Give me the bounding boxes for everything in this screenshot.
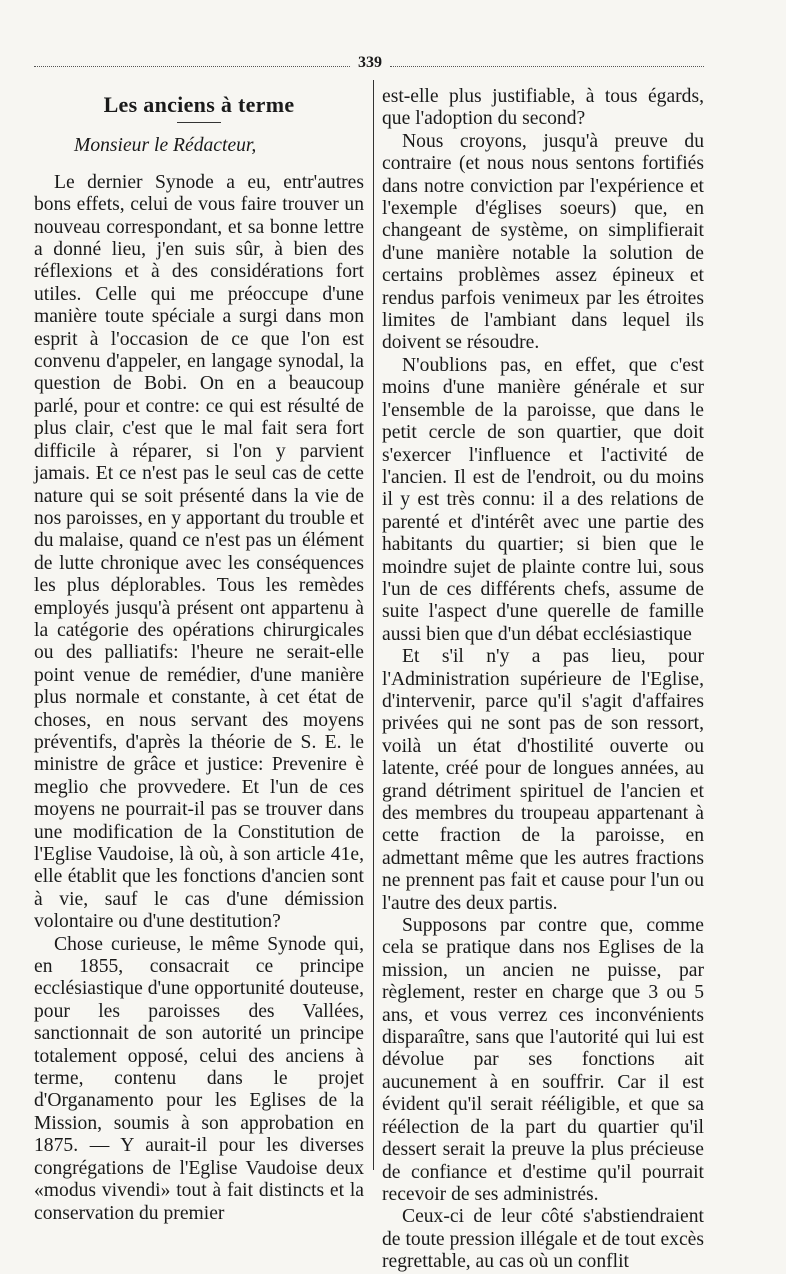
paragraph: N'oublions pas, en effet, que c'est moins d'une manière générale et sur l'ensemble de la paroisse, que dans le petit cercle de son quartier, que doit s'exercer l'influence et l'activité de l'ancien. Il est de l'endroit, ou du moins il y est très connu: il a des relations de parenté et d'intérêt avec une partie des habitants du quartier; si bien que le moindre sujet de plainte contre lui, sous l'un de ces différents chefs, assume de suite l'aspect d'une querelle de famille aussi bien que d'un débat ecclésiastique <box>382 354 704 645</box>
left-column <box>34 86 364 1225</box>
paragraph: est-elle plus justifiable, à tous égards, que l'adoption du second? <box>382 86 704 130</box>
right-column <box>382 86 704 1274</box>
paragraph: Nous croyons, jusqu'à preuve du contraire (et nous nous sentons fortifiés dans notre conviction par l'expérience et l'exemple d'églises soeurs) que, en changeant de système, on simplifierait d'une manière notable la solution de certains problèmes assez épineux et rendus parfois venimeux par les étroites limites de l'ambiant dans lequel ils doivent se résoudre. <box>382 130 704 354</box>
page-number: 339 <box>358 54 382 71</box>
paragraph: Ceux-ci de leur côté s'abstiendraient de toute pression illégale et de tout excès regrettable, au cas où un conflit <box>382 1206 704 1273</box>
header-rule-left <box>34 66 350 67</box>
article-title: Les anciens à terme <box>103 92 295 117</box>
paragraph: Et s'il n'y a pas lieu, pour l'Administration supérieure de l'Eglise, d'intervenir, parce qu'il s'agit d'affaires privées qui ne sont pas de son ressort, voilà un état d'hostilité ouverte ou latente, créé pour de longues années, au grand détriment spirituel de l'ancien et des membres du troupeau appartenant à cette fraction de la paroisse, en admettant même que les autres fractions ne prennent pas fait et cause pour l'un ou l'autre des deux partis. <box>382 646 704 914</box>
salutation: Monsieur le Rédacteur, <box>74 135 257 157</box>
paragraph: Chose curieuse, le même Synode qui, en 1855, consacrait ce principe ecclésiastique d'une opportunité douteuse, pour les paroisses des Vallées, sanctionnait de son autorité un principe totalement opposé, celui des anciens à terme, contenu dans le projet d'Organamento pour les Eglises de la Mission, soumis à son approbation en 1875. — Y aurait-il pour les diverses congrégations de l'Eglise Vaudoise deux «modus vivendi» tout à fait distincts et la conservation du premier <box>34 933 364 1224</box>
paragraph: Le dernier Synode a eu, entr'autres bons effets, celui de vous faire trouver un nouveau correspondant, et sa bonne lettre a donné lieu, j'en suis sûr, à bien des réflexions et à des considérations fort utiles. Celle qui me préoccupe d'une manière toute spéciale a surgi dans mon esprit à l'occasion de ce que l'on est convenu d'appeler, en langage synodal, la question de Bobi. On en a beaucoup parlé, pour et contre: ce qui est résulté de plus clair, c'est que le mal fait sera fort difficile à réparer, si l'on y parvient jamais. Et ce n'est pas le seul cas de cette nature qui se soit présenté dans la vie de nos paroisses, en y apportant du trouble et du malaise, quand ce n'est pas un élément de lutte chronique avec les conséquences les plus déplorables. Tous les remèdes employés jusqu'à présent ont appartenu à la catégorie des opérations chirurgicales ou des palliatifs: l'heure ne serait-elle point venue de remédier, d'une manière plus normale et constante, à cet état de choses, en nous servant des moyens préventifs, d'après la théorie de S. E. le ministre de grâce et justice: Prevenire è meglio che provvedere. Et l'un de ces moyens ne pourrait-il pas se trouver dans une modification de la Constitution de l'Eglise Vaudoise, là où, à son article 41e, elle établit que les fonctions d'ancien sont à vie, sauf le cas d'une démission volontaire ou d'une destitution? <box>34 171 364 933</box>
paragraph: Supposons par contre que, comme cela se pratique dans nos Eglises de la mission, un ancien ne puisse, par règlement, rester en charge que 3 ou 5 ans, et vous verrez ces inconvénients disparaître, sans que l'autorité qui lui est dévolue par ses fonctions ait aucunement à en souffrir. Car il est évident qu'il serait rééligible, et que sa réélection de la part du quartier qu'il dessert serait la preuve la plus précieuse de confiance et d'estime qu'il pourrait recevoir de ses administrés. <box>382 915 704 1205</box>
title-rule <box>177 122 221 123</box>
header-rule-right <box>390 66 704 67</box>
column-divider <box>373 80 374 1170</box>
